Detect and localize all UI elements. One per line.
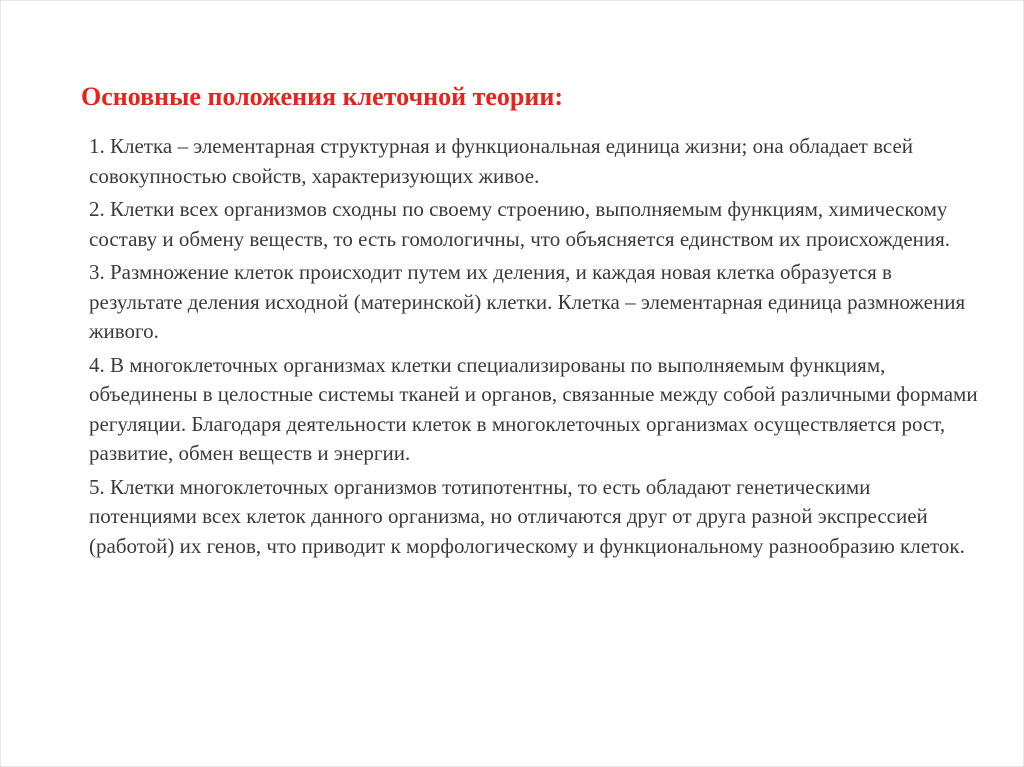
cell-theory-list <box>89 132 981 565</box>
list-item: 2. Клетки всех организмов сходны по своему строению, выполняемым функциям, химическому составу и обмену веществ, то есть гомологичны, что объясняется единством их происхождения. <box>89 197 951 251</box>
list-item: 4. В многоклеточных организмах клетки специализированы по выполняемым функциям, объединены в целостные системы тканей и органов, связанные между собой различными формами регуляции. Благодаря деятельности клеток в многоклеточных организмах осуществляется рост, развитие, обмен веществ и энергии. <box>89 352 978 465</box>
slide-title: Основные положения клеточной теории: <box>81 82 563 111</box>
list-item: 5. Клетки многоклеточных организмов тотипотентны, то есть обладают генетическими потенциями всех клеток данного организма, но отличаются друг от друга разной экспрессией (работой) их генов, что приводит к морфологическому и функциональному разнообразию клеток. <box>89 474 965 558</box>
list-item: 1. Клетка – элементарная структурная и функциональная единица жизни; она обладает всей совокупностью свойств, характеризующих живое. <box>89 134 914 188</box>
list-item: 3. Размножение клеток происходит путем их деления, и каждая новая клетка образуется в результате деления исходной (материнской) клетки. Клетка – элементарная единица размножения живого. <box>89 260 966 343</box>
